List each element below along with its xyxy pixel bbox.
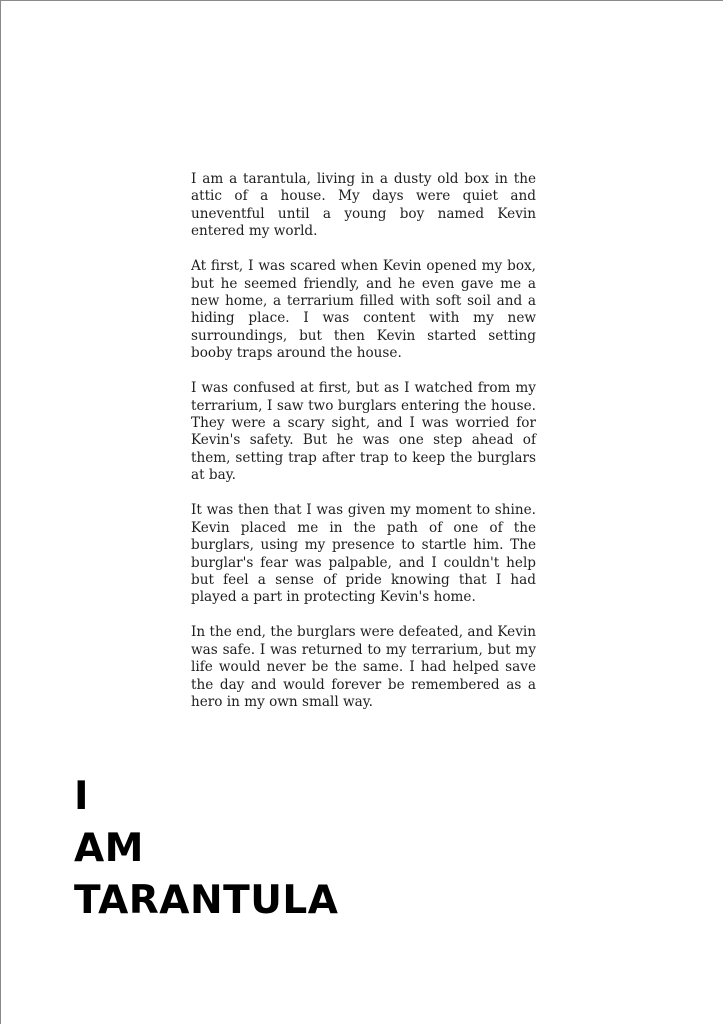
story-paragraph-1: I am a tarantula, living in a dusty old box in the attic of a house. My days were quiet and uneventful until a young boy named Kevin entered my world. (191, 171, 536, 240)
page-title (74, 771, 338, 927)
title-line-2: AM (74, 826, 144, 871)
title-line-3: TARANTULA (74, 878, 339, 923)
story-paragraph-2: At first, I was scared when Kevin opened my box, but he seemed friendly, and he even gave me a new home, a terrarium filled with soft soil and a hiding place. I was content with my new surroundings, but then Kevin started setting booby traps around the house. (191, 258, 536, 362)
story-paragraph-3: I was confused at first, but as I watched from my terrarium, I saw two burglars entering the house. They were a scary sight, and I was worried for Kevin's safety. But he was one step ahead of them, setting trap after trap to keep the burglars at bay. (191, 380, 536, 484)
story-paragraph-5: In the end, the burglars were defeated, and Kevin was safe. I was returned to my terrarium, but my life would never be the same. I had helped save the day and would forever be remembered as a hero in my own small way. (191, 624, 536, 710)
story-paragraph-4: It was then that I was given my moment to shine. Kevin placed me in the path of one of the burglars, using my presence to startle him. The burglar's fear was palpable, and I couldn't help but feel a sense of pride knowing that I had played a part in protecting Kevin's home. (191, 502, 536, 606)
title-line-1: I (74, 774, 90, 819)
story-body (191, 171, 536, 729)
